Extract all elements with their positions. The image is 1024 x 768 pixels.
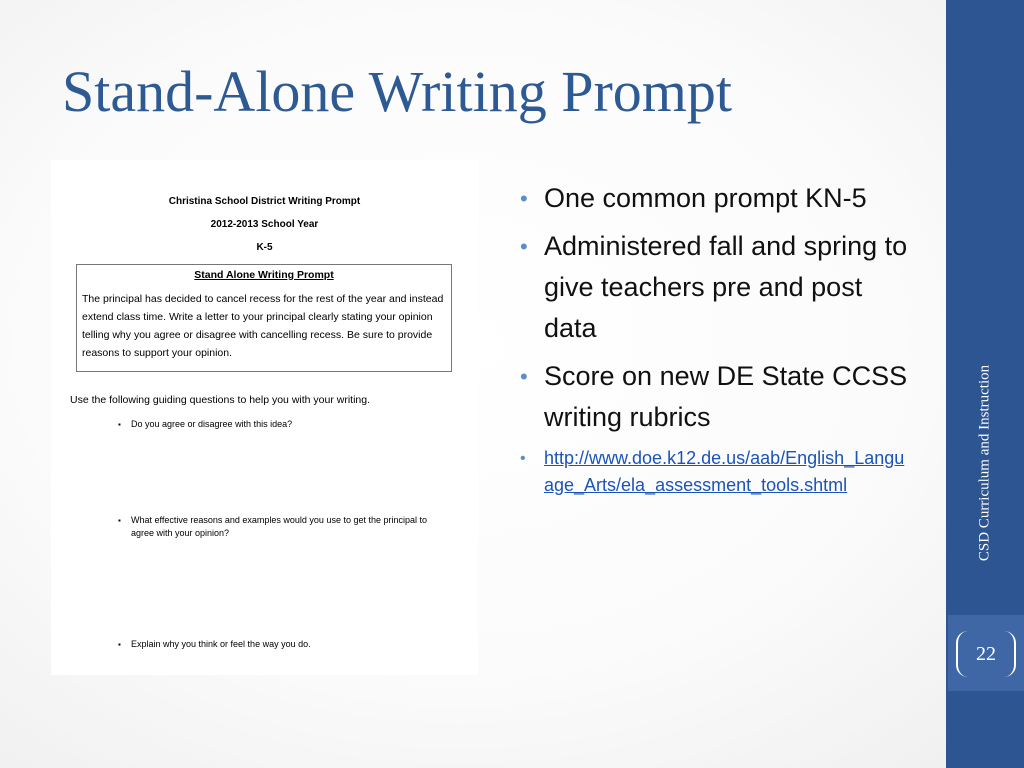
bullet-item-text: Administered fall and spring to give teachers pre and post data	[544, 231, 908, 343]
bullet-item-text: One common prompt KN-5	[544, 183, 867, 213]
bullet-dot-icon: •	[520, 450, 526, 467]
prompt-box-title: Stand Alone Writing Prompt	[194, 269, 334, 281]
bullet-dot-icon: •	[520, 364, 528, 389]
document-district-heading: Christina School District Writing Prompt	[168, 196, 361, 207]
slide-title: Stand-Alone Writing Prompt	[62, 59, 733, 124]
side-caption: CSD Curriculum and Instruction	[976, 364, 993, 562]
guiding-questions-intro: Use the following guiding questions to help you with your writing.	[70, 394, 371, 406]
bullet-item	[520, 226, 910, 349]
bullet-item-text: Score on new DE State CCSS writing rubrics	[544, 361, 908, 432]
bullet-dot-icon: •	[520, 186, 528, 211]
guiding-question-text: Do you agree or disagree with this idea?	[131, 419, 293, 429]
document-grade-range: K-5	[256, 242, 273, 253]
prompt-box	[76, 264, 452, 372]
bullet-item-link	[520, 445, 910, 499]
guiding-question	[118, 638, 451, 651]
square-bullet-icon: ▪	[118, 516, 121, 525]
bullet-item	[520, 356, 910, 438]
square-bullet-icon: ▪	[118, 640, 121, 649]
writing-prompt-document	[51, 160, 478, 675]
guiding-question-text: Explain why you think or feel the way you do.	[131, 639, 311, 649]
document-school-year: 2012-2013 School Year	[210, 219, 319, 230]
page-number: 22	[956, 631, 1016, 677]
ela-assessment-tools-link[interactable]: http://www.doe.k12.de.us/aab/English_Language_Arts/ela_assessment_tools.shtml	[544, 448, 905, 495]
bullet-dot-icon: •	[520, 234, 528, 259]
prompt-box-text: The principal has decided to cancel recess for the rest of the year and instead extend class time. Write a letter to your principal clearly stating your opinion telling why you agree or disagree with cancelling recess. Be sure to provide reasons to support your opinion.	[82, 293, 444, 359]
bullet-item	[520, 178, 910, 219]
guiding-question-text: What effective reasons and examples would you use to get the principal to agree with your opinion?	[131, 515, 428, 538]
square-bullet-icon: ▪	[118, 420, 121, 429]
bullet-list	[520, 178, 910, 506]
guiding-question	[118, 514, 451, 540]
guiding-question	[118, 418, 451, 431]
